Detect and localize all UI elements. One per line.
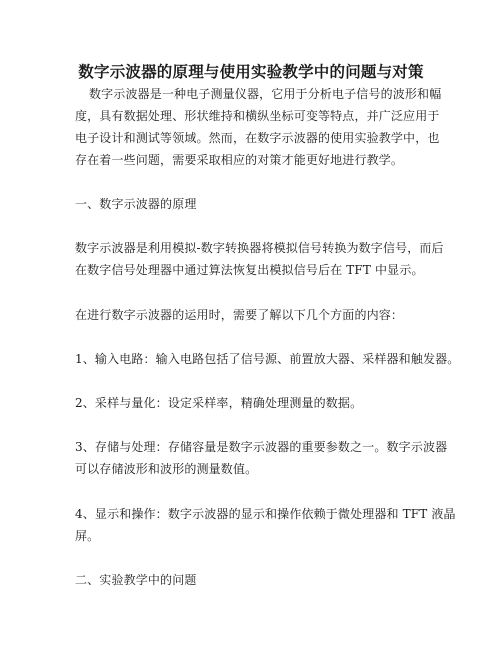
list-item-3-line-2: 可以存储波形和波形的测量数值。 <box>75 462 258 476</box>
para-1-line-1: 数字示波器是利用模拟-数字转换器将模拟信号转换为数字信号，而后 <box>75 241 444 255</box>
intro-line-2: 度，具有数据处理、形状维持和横纵坐标可变等特点，并广泛应用于 <box>75 109 440 123</box>
list-item-2: 2、采样与量化：设定采样率，精确处理测量的数据。 <box>75 396 363 410</box>
intro-line-1: 数字示波器是一种电子测量仪器，它用于分析电子信号的波形和幅 <box>89 87 442 101</box>
section-1-heading: 一、数字示波器的原理 <box>75 197 197 211</box>
list-item-4-line-1: 4、显示和操作：数字示波器的显示和操作依赖于微处理器和 TFT 液晶 <box>75 507 456 521</box>
list-item-3-line-1: 3、存储与处理：存储容量是数字示波器的重要参数之一。数字示波器 <box>75 440 448 454</box>
list-item-1: 1、输入电路：输入电路包括了信号源、前置放大器、采样器和触发器。 <box>75 352 460 366</box>
section-2-heading: 二、实验教学中的问题 <box>75 573 197 587</box>
document-title: 数字示波器的原理与使用实验教学中的问题与对策 <box>78 62 424 81</box>
para-1-line-2: 在数字信号处理器中通过算法恢复出模拟信号后在 TFT 中显示。 <box>75 263 424 277</box>
intro-line-4: 存在着一些问题，需要采取相应的对策才能更好地进行教学。 <box>75 153 404 167</box>
intro-line-3: 电子设计和测试等领域。然而，在数字示波器的使用实验教学中，也 <box>75 131 440 145</box>
para-2: 在进行数字示波器的运用时，需要了解以下几个方面的内容： <box>75 308 404 322</box>
list-item-4-line-2: 屏。 <box>75 529 100 543</box>
